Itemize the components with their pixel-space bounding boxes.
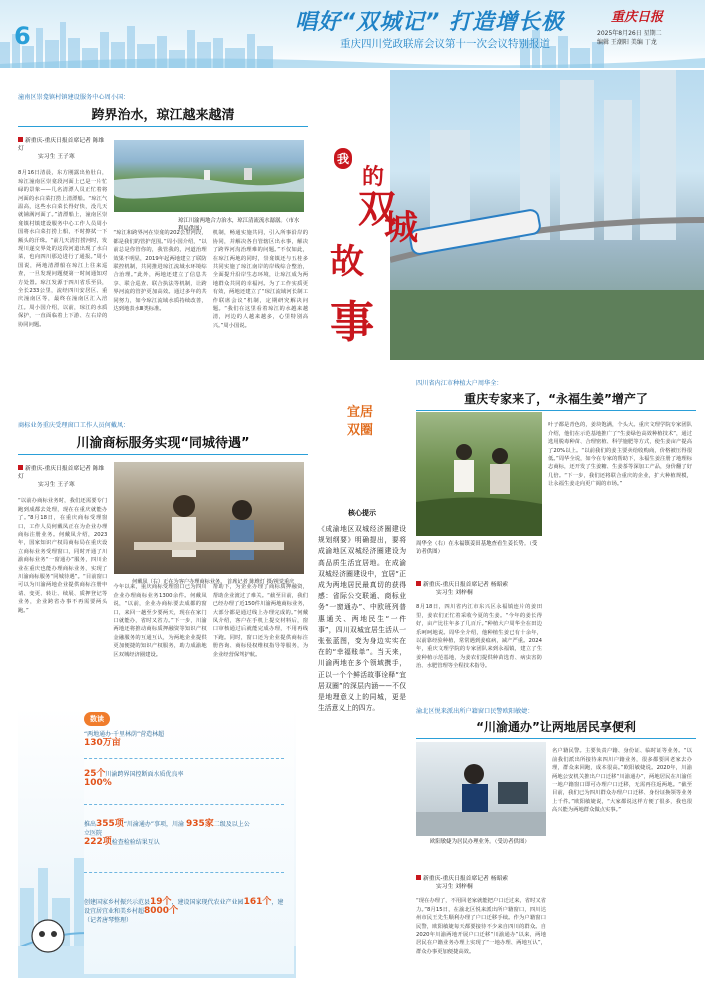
article-body-col2: 今年以来，重庆商标受理窗口已为四川企业办理商标业务1300余件。何戴凤说，“以前，企业办商标要去成都的窗口，来回一趟至少要两天，现在在家门口就能办，省时又省力。”下一步，川渝两地还将推动商标质押融资等知识产权金融服务的互通互认，为两地企业提供更加便捷的知识产权服务，助力成渝地区双城经济圈建设。 bbox=[113, 584, 207, 658]
core-tip-text: 《成渝地区双城经济圈建设规划纲要》明确提出，要将成渝地区双城经济圈建设为高品质生活宜居地。在成渝双城经济圈建设中，宜居“正成为两地居民最真切的获得感：省际公交联通、商标业务“一窗通办”、中欧班列普惠通关、两地民生“一件事”，四川双城宜居生活从一张张蓝图，变为身边实实在在的“幸福账单”。当天来，川渝两地在多个领域携手，正以一个个鲜活故事诠释“宜居双圈”的深层内涵——不仅是地理意义上的同城，更是生活意义上的四方。 bbox=[318, 525, 406, 713]
emblem-char-5: 故 bbox=[330, 242, 364, 282]
article-body-col2: 叶子都是青色的，姜块饱满，个头大。重庆文理学院专家团队介绍，他们在示范基地推广了“生姜绿色高效种植技术”，通过选用脱毒种苗、合理密植、科学施肥等方式，使生姜亩产提高了20%以上。“以前我们的姜主要卖给收购商，价格被压得很低。”周华全说，如今在专家的帮助下，永福生姜注册了地理标志商标，还开发了生姜糖、生姜茶等深加工产品，身价翻了好几倍。“下一步，我们还将联合重庆的企业，扩大种植规模，让永福生姜走向更广阔的市场。” bbox=[548, 422, 692, 488]
divider bbox=[18, 454, 308, 455]
emblem-char-6: 事 bbox=[330, 297, 374, 348]
article-body-col1: 8月18日，四川省内江市东兴区永福镇连片的姜田里，姜农们正忙着采收今夏的生姜。“今年的姜长得好，亩产比往年多了几百斤。”种植大户周华全在田边乐呵呵地说。周华全介绍，他种植生姜已有十余年，以前靠经验种植，常常遇到姜瘟病，减产严重。2024年，重庆文理学院的专家团队来到永福镇，建立了生姜种植示范基地，为姜农们提供种苗选育、病虫害防治、水肥管理等全程技术指导。 bbox=[416, 604, 542, 670]
article-headline: 川渝商标服务实现“同城待遇” bbox=[76, 436, 250, 451]
ginger-photo-caption: 周华全（右）在永福镇姜田基地查看生姜长势。（受访者供图） bbox=[416, 541, 538, 555]
data-item-forest: “两地通办·千里林荫”营造林超 130万亩 bbox=[84, 731, 165, 748]
data-item-water: 25个川渝跨界国控断面水质优良率 100% bbox=[84, 769, 184, 788]
article-kicker: 四川省内江市种植大户周华全： bbox=[416, 380, 503, 387]
issue-meta bbox=[597, 29, 703, 47]
article-kicker: 渝北区悦来派出所户籍窗口民警欧阳敏婕： bbox=[416, 708, 534, 715]
article-headline: “川渝通办”让两地居民享便利 bbox=[476, 720, 636, 734]
article-river-governance bbox=[18, 92, 308, 382]
article-byline-intern: 实习生 刘梓桐 bbox=[436, 590, 473, 597]
data-summary-box bbox=[84, 712, 294, 974]
newspaper-masthead: 重庆日报 bbox=[611, 10, 664, 25]
monorail-city-photo bbox=[390, 70, 704, 360]
core-tip-box bbox=[318, 508, 406, 718]
river-photo-caption: 琼江川渝两地合力治水，琼江清流流水潺潺。（市水利局供图） bbox=[178, 218, 300, 232]
police-window-photo bbox=[416, 742, 546, 836]
data-item-services: 推出355项“川渝通办”事项，川渝 935家二级及以上公立医院 222项检查检验结果互认 bbox=[84, 819, 250, 847]
divider bbox=[84, 804, 284, 805]
article-byline-intern: 实习生 刘梓桐 bbox=[436, 884, 473, 891]
divider bbox=[18, 126, 308, 127]
monorail-city-scene bbox=[390, 70, 704, 360]
trademark-photo-scene bbox=[114, 462, 304, 574]
trademark-photo-caption: 何戴凤（右）正在为客户办理商标业务。 首席记者 陈维灯 摄/视觉重庆 bbox=[132, 579, 295, 585]
byline-marker-icon bbox=[416, 581, 421, 586]
divider bbox=[84, 758, 284, 759]
emblem-char-3: 双 bbox=[358, 186, 397, 231]
police-window-scene bbox=[416, 742, 546, 836]
article-body-col1: “现在办理了，不用回老家就能把户口迁过来，省时又省力。”8月15日，在渝北区悦来派出所户籍窗口，四川达州市民王先生顺利办理了户口迁移手续。作为户籍窗口民警，欧阳敏婕每天都要接待不少来自四川的群众。自2020年川渝两地开展户口迁移“川渝通办”以来，两地居民在户籍业务办理上实现了“一地办理、两地互认”，群众办事更加便捷高效。 bbox=[416, 898, 546, 955]
side-title-livable: 宜居 双圈 bbox=[346, 405, 373, 438]
divider bbox=[84, 872, 284, 873]
article-body-col3: 机制，畅通实施共同，引入所事沿岸的协同，并解决各自管辖区出水事，解决了跨界河沟治理难的问题。”不仅如此，在琼江两地的同时，崇龛镇还与五桂多共同实施了琼江南岸的岸线综合整治，全面提升沿岸生态环境，让琼江成为两地群众共同的幸福河。为了工作实质更有效，两地还建立了“琼江流域河长制工作联席会议”机制，定期研究解决问题。“我们在这里看着琼江的水越来越清，河边的人越来越多，心里特别高兴。”周小国说。 bbox=[212, 230, 308, 329]
ginger-field-scene bbox=[416, 412, 542, 536]
emblem-char-1: 我 bbox=[334, 148, 352, 169]
core-tip-title: 核心提示 bbox=[348, 509, 376, 517]
article-body-col2: 名户籍民警。主要负责户籍、身份证、临时证等业务。“以前我们派出所接待来四川户籍业务，很多都要回老家去办理，群众来回跑，成本很高。”欧阳敏婕说。2020年，川渝两地公安机关推出户口迁移“川渝通办”，两地居民在川渝任一地户籍窗口即可办理户口迁移，无需再往返两地。“截至目前，我们已为四川群众办理户口迁移、身份证换领等业务上千件。”欧阳敏婕说，“大家都说这样方便了很多，我也很高兴能为两地群众做点实事。” bbox=[552, 748, 692, 814]
article-byline: 新重庆-重庆日报首席记者 陈维灯 bbox=[18, 138, 105, 153]
article-kicker: 潼南区崇龛镇村镇建设服务中心周小国： bbox=[18, 94, 130, 101]
article-body-col2: “琼江和跨界河在崇龛的202公里河段，都是我们的管护范围。”周小国介绍，“以前总是你管你的，我管我的，河道治理效果不明显，2019年起两地建立了联防联控机制，共同推进琼江流域水环境综合治理。”此外，两地还建立了信息共享、联合巡查、联合执法等机制，让跨界河流的管护更加高效。通过多年的共同努力，如今琼江流域水质持续改善，达到地表水Ⅲ类标准。 bbox=[113, 230, 207, 313]
emblem-char-2: 的 bbox=[362, 164, 385, 190]
page-header bbox=[0, 0, 705, 68]
issue-date: 2025年8月26日 星期二 bbox=[597, 30, 662, 37]
byline-marker-icon bbox=[18, 137, 23, 142]
data-badge: 数读 bbox=[84, 712, 110, 726]
article-byline-intern: 实习生 王子寒 bbox=[38, 482, 75, 489]
article-kicker: 商标业务重庆受理窗口工作人员何戴凤： bbox=[18, 422, 130, 429]
page-number: 6 bbox=[14, 22, 31, 50]
article-body-col1: 8月16日清晨，东方刚露出鱼肚白，琼江潼南区崇龛段河面上已是一片忙碌的景象——几名清漂人员正忙着将河面的水白菜打捞上清漂船。“琼江气温高，这些水白菜长得好快，没几天就铺满河面了。”清漂船上，潼南区崇龛镇村镇建设服务中心工作人员周小国将水白菜打捞上船，不时擦拭一下额头的汗珠。“前几天清打捞河时，发现川遂交界处的这段河道出现了水白菜，也向四川那边进行了通报。”周小国说，两地清漂船在琼江上往来巡查，一旦发现问题便第一时间通知对方处置。琼江发源于四川省乐至县，全长233公里，流经四川安居区、重庆潼南区等，最终在潼南区汇入涪江。周小国介绍，以前，琼江的水质保护，一直面临着上下游、左右岸的协同问题。 bbox=[18, 170, 108, 328]
byline-marker-icon bbox=[416, 875, 421, 880]
trademark-photo bbox=[114, 462, 304, 574]
article-body-col1: “以前办商标业务时，我们还需要专门跑到成都去处理，现在在重庆就能办了。”8月18日，在重庆商标受理窗口，工作人员何戴凤正在为企业办理商标注册业务。何戴凤介绍，2023年，国家知识产权局商标局在重庆设立商标业务受理窗口，同时开通了川渝商标业务“一窗通办”服务，四川企业在重庆也能办理商标业务，实现了川渝商标服务“同城待遇”。“目前窗口可以为川渝两地企业提供商标注册申请、变更、转让、续展、质押登记等业务，企业跨省办事不再需要两头跑。” bbox=[18, 498, 108, 614]
article-headline: 跨界治水，琼江越来越清 bbox=[91, 108, 235, 123]
page-title: 唱好“双城记” 打造增长极 bbox=[295, 10, 564, 35]
police-photo-caption: 欧阳敏婕为居民办理业务。（受访者供图） bbox=[430, 839, 530, 845]
issue-editors: 编辑 王潮阳 美编 丁龙 bbox=[597, 39, 657, 46]
emblem-char-4: 城 bbox=[384, 208, 418, 248]
byline-marker-icon bbox=[18, 465, 23, 470]
article-byline: 新重庆-重庆日报首席记者 杨昭索 bbox=[416, 581, 542, 589]
article-body-col3: 帮助下，为企业办理了商标质押融资，帮助企业渡过了难关。“截至目前，我们已经办理了近150件川渝两地商标业务，大部分都是通过线上办理完成的。”何戴凤介绍，客户在手机上提交材料后，窗口审核通过后就能完成办理，不用再线下跑。同时，窗口还为企业提供商标注册咨询、商标侵权维权指导等服务，为企业经营保驾护航。 bbox=[212, 584, 308, 658]
page-subtitle: 重庆四川党政联席会议第十一次会议特别报道 bbox=[340, 38, 550, 50]
ginger-field-photo bbox=[416, 412, 542, 536]
article-byline-intern: 实习生 王子寒 bbox=[38, 154, 75, 161]
article-byline: 新重庆-重庆日报首席记者 陈维灯 bbox=[18, 466, 105, 481]
article-headline: 重庆专家来了，“永福生姜”增产了 bbox=[464, 392, 648, 406]
river-photo bbox=[114, 140, 304, 212]
article-byline: 新重庆-重庆日报首席记者 杨昭索 bbox=[416, 875, 546, 883]
divider bbox=[416, 738, 696, 739]
river-photo-scene bbox=[114, 140, 304, 212]
data-item-rural: 创建国家乡村振兴示范县19个，建设国家现代农业产业园161个，建设宜居宜业和美乡村超8000个 （记者唐琴整理） bbox=[84, 897, 284, 924]
